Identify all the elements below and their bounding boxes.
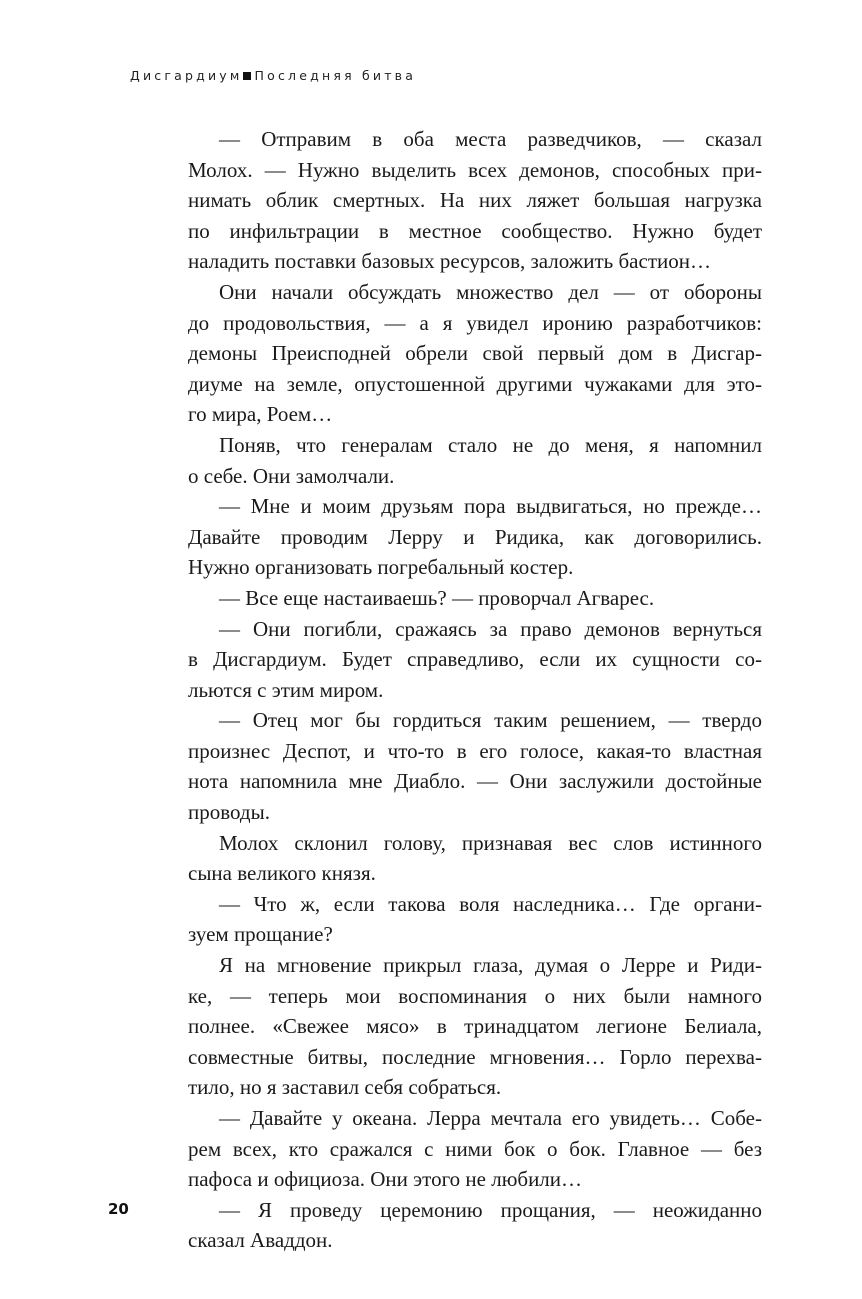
text-line: нота напомнила мне Диабло. — Они заслужили достойные [188,769,762,794]
text-line: — Я проведу церемонию прощания, — неожиданно [219,1197,762,1222]
text-line: нимать облик смертных. На них ляжет большая нагрузка [188,188,762,213]
text-line: Давайте проводим Лерру и Ридика, как договорились. [188,524,762,549]
text-line: Нужно организовать погребальный костер. [188,555,574,580]
text-line: льются с этим миром. [188,677,384,702]
text-line: о себе. Они замолчали. [188,463,395,488]
text-line: в Дисгардиум. Будет справедливо, если их сущности со- [188,647,762,672]
text-line: пафоса и официоза. Они этого не любили… [188,1167,583,1192]
text-line: сына великого князя. [188,861,376,886]
text-line: зуем прощание? [188,922,333,947]
text-line: Молох склонил голову, признавая вес слов истинного [219,830,762,855]
text-line: произнес Деспот, и что-то в его голосе, какая-то властная [188,738,762,763]
separator-square-icon [243,72,251,80]
text-line: — Мне и моим друзьям пора выдвигаться, но прежде… [219,494,762,519]
text-line: диуме на земле, опустошенной другими чужаками для это- [188,371,762,396]
text-line: наладить поставки базовых ресурсов, заложить бастион… [188,249,711,274]
text-line: — Все еще настаиваешь? — проворчал Агварес. [219,585,655,610]
page-number: 20 [108,1200,129,1218]
text-line: — Что ж, если такова воля наследника… Где органи- [219,891,762,916]
text-line: полнее. «Свежее мясо» в тринадцатом легионе Белиала, [188,1014,762,1039]
text-line: проводы. [188,800,270,825]
body-text [188,124,762,1256]
text-line: ке, — теперь мои воспоминания о них были намного [188,983,762,1008]
running-head-part: Последняя битва [254,68,417,83]
text-line: Я на мгновение прикрыл глаза, думая о Лерре и Риди- [219,953,762,978]
running-head-book: Дисгардиум [130,68,243,83]
text-line: рем всех, кто сражался с ними бок о бок. Главное — без [188,1136,762,1161]
text-line: Молох. — Нужно выделить всех демонов, способных при- [188,157,762,182]
text-line: сказал Аваддон. [188,1228,333,1253]
text-line: совместные битвы, последние мгновения… Горло перехва- [188,1044,762,1069]
text-line: — Отец мог бы гордиться таким решением, — твердо [219,708,762,733]
text-line: до продовольствия, — а я увидел иронию разработчиков: [188,310,762,335]
text-line: го мира, Роем… [188,402,333,427]
text-line: Они начали обсуждать множество дел — от обороны [219,279,762,304]
text-line: по инфильтрации в местное сообщество. Нужно будет [188,218,762,243]
text-line: Поняв, что генералам стало не до меня, я напомнил [219,432,762,457]
text-line: демоны Преисподней обрели свой первый дом в Дисгар- [188,341,762,366]
running-head [130,68,416,83]
text-line: — Они погибли, сражаясь за право демонов вернуться [219,616,762,641]
text-line: — Давайте у океана. Лерра мечтала его увидеть… Собе- [219,1106,762,1130]
text-line: тило, но я заставил себя собраться. [188,1075,502,1100]
text-line: — Отправим в оба места разведчиков, — сказал [219,127,762,151]
